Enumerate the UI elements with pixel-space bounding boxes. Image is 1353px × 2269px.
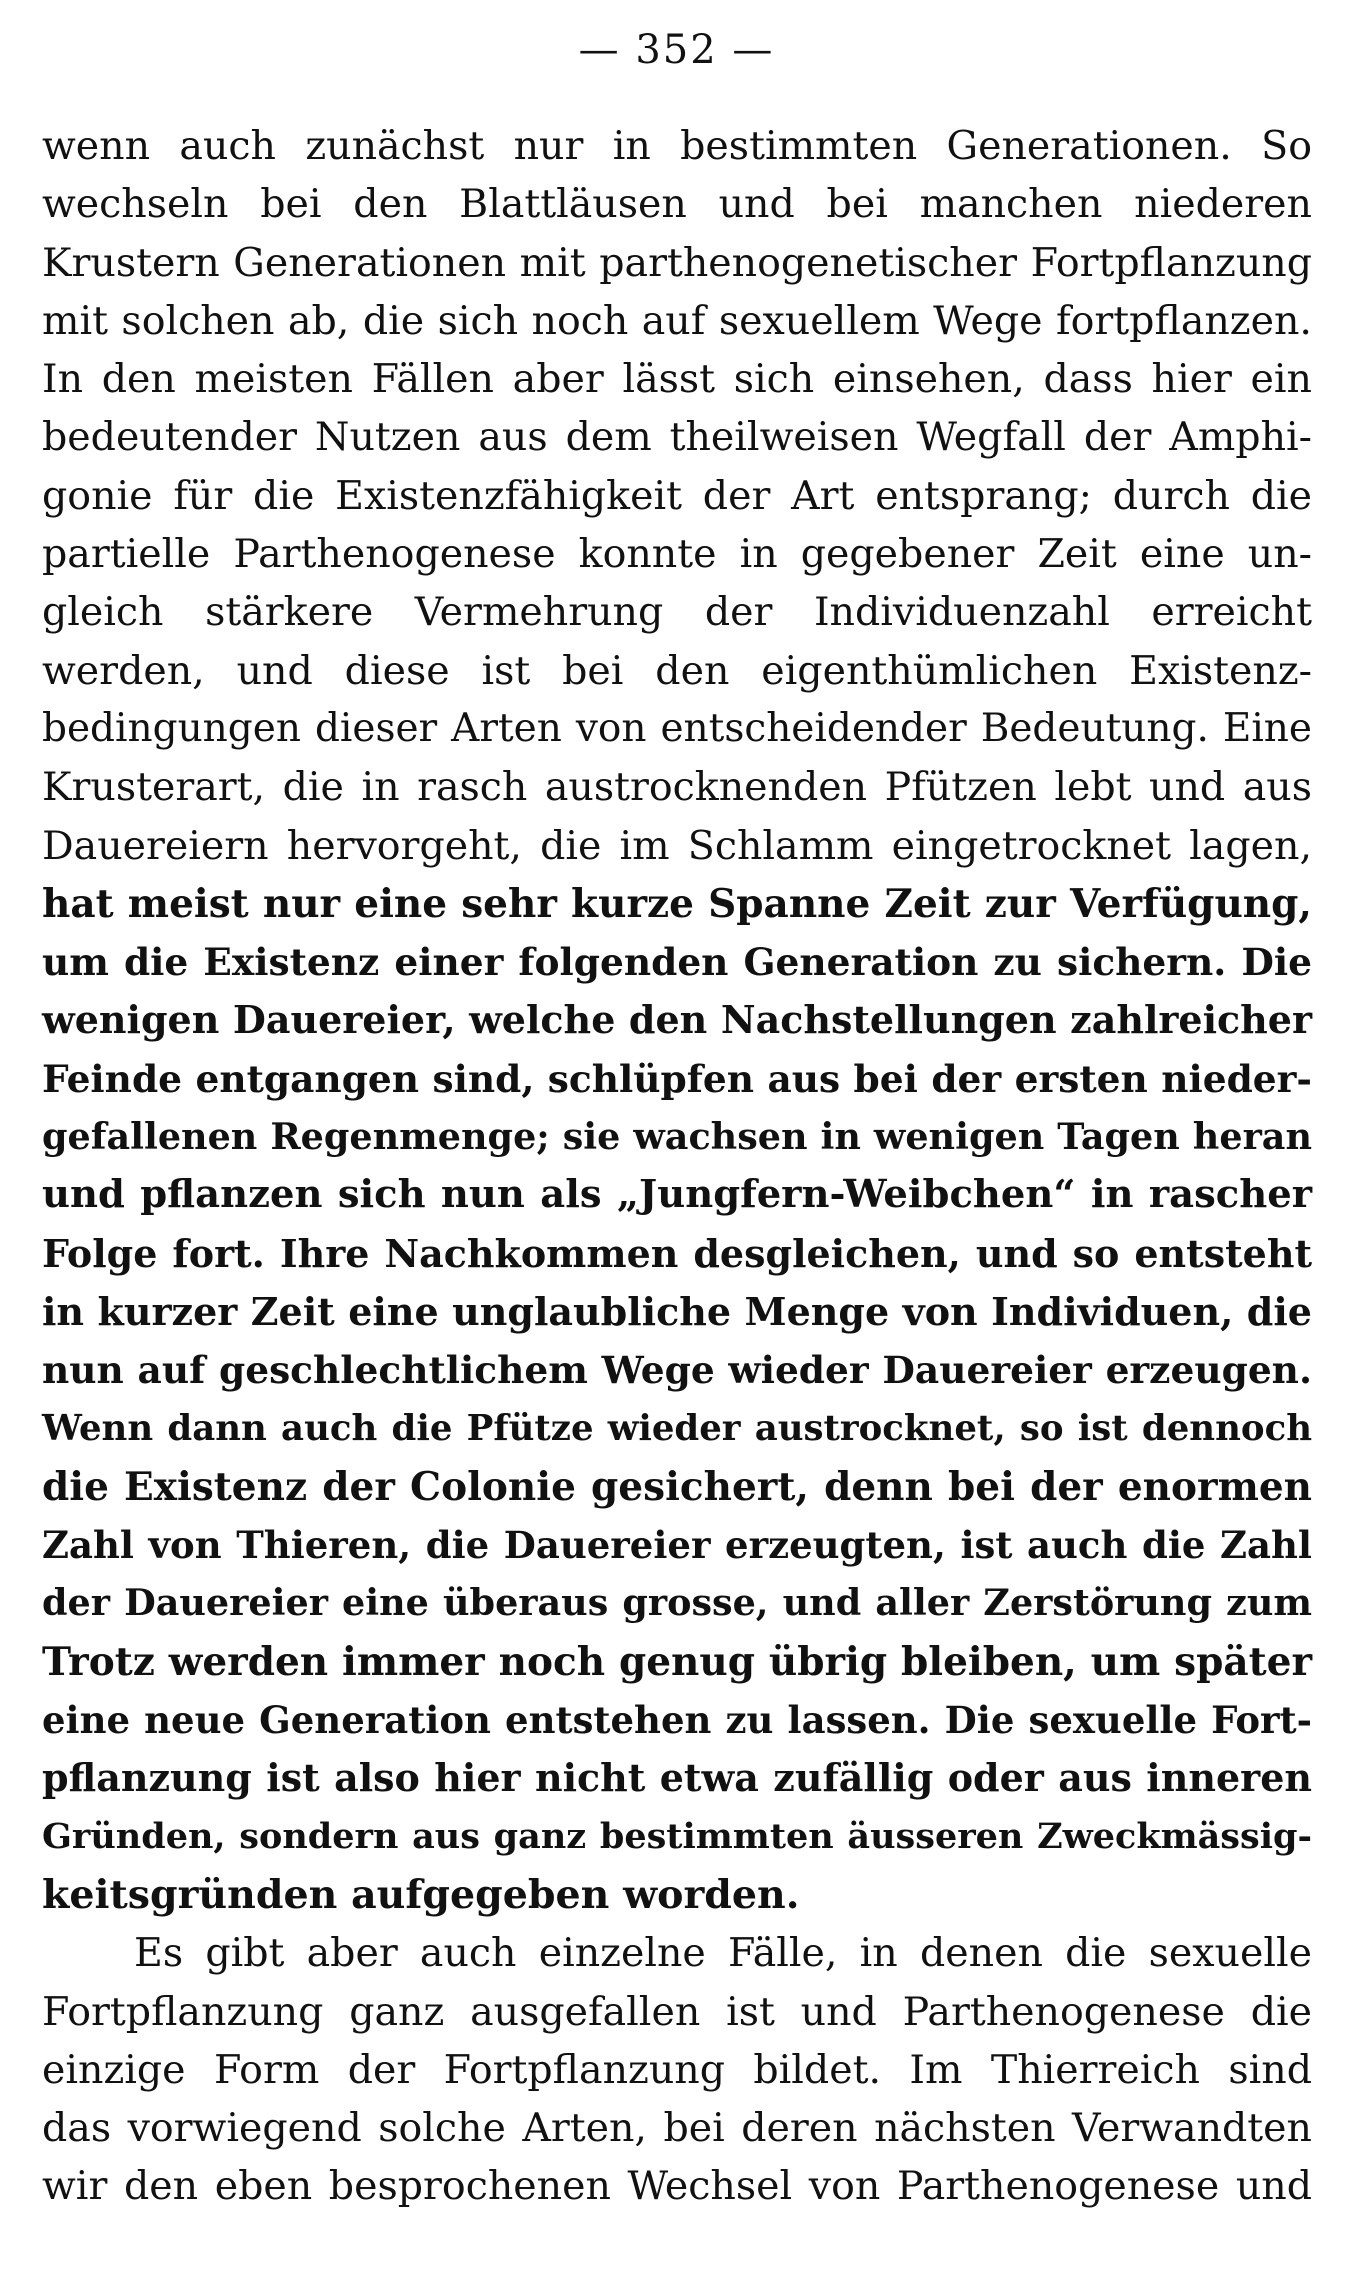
text-line: Feinde entgangen sind, schlüpfen aus bei der ersten nieder- xyxy=(42,1056,1312,1101)
text-line: der Dauereier eine überaus grosse, und aller Zerstörung zum xyxy=(42,1581,1312,1625)
text-line: das vorwiegend solche Arten, bei deren nächsten Verwandten xyxy=(42,2105,1312,2152)
text-line: partielle Parthenogenese konnte in gegebener Zeit eine un- xyxy=(42,531,1312,578)
text-line: wechseln bei den Blattläusen und bei manchen niederen xyxy=(42,181,1312,228)
text-line: wenn auch zunächst nur in bestimmten Generationen. So xyxy=(42,123,1312,169)
text-line: wir den eben besprochenen Wechsel von Parthenogenese und xyxy=(42,2163,1312,2210)
text-line: Zahl von Thieren, die Dauereier erzeugten, ist auch die Zahl xyxy=(42,1523,1312,1568)
text-line: bedeutender Nutzen aus dem theilweisen Wegfall der Amphi- xyxy=(42,414,1312,461)
text-line: Folge fort. Ihre Nachkommen desgleichen, und so entsteht xyxy=(42,1230,1312,1276)
text-line: nun auf geschlechtlichem Wege wieder Dauereier erzeugen. xyxy=(42,1348,1312,1393)
text-line: wenigen Dauereier, welche den Nachstellungen zahlreicher xyxy=(42,997,1312,1043)
text-line: um die Existenz einer folgenden Generation zu sichern. Die xyxy=(42,940,1312,985)
text-line: und pflanzen sich nun als „Jungfern-Weibchen“ in rascher xyxy=(42,1172,1312,1218)
text-line: Trotz werden immer noch genug übrig bleiben, um später xyxy=(42,1638,1312,1685)
text-line: Es gibt aber auch einzelne Fälle, in denen die sexuelle xyxy=(134,1930,1312,1977)
body-text xyxy=(42,117,1312,2216)
text-line: einzige Form der Fortpflanzung bildet. Im Thierreich sind xyxy=(42,2046,1312,2093)
text-line: Dauereiern hervorgeht, die im Schlamm eingetrocknet lagen, xyxy=(42,822,1312,869)
text-line: keitsgründen aufgegeben worden. xyxy=(42,1871,800,1918)
text-line: eine neue Generation entstehen zu lassen. Die sexuelle Fort- xyxy=(42,1698,1312,1743)
text-line: Wenn dann auch die Pfütze wieder austrocknet, so ist dennoch xyxy=(42,1407,1312,1449)
text-line: Gründen, sondern aus ganz bestimmten äusseren Zweckmässig- xyxy=(42,1815,1312,1857)
text-line: In den meisten Fällen aber lässt sich einsehen, dass hier ein xyxy=(42,356,1312,403)
text-line: Krusterart, die in rasch austrocknenden Pfützen lebt und aus xyxy=(42,764,1312,811)
text-line: die Existenz der Colonie gesichert, denn bei der enormen xyxy=(42,1463,1312,1510)
text-line: hat meist nur eine sehr kurze Spanne Zeit zur Verfügung, xyxy=(42,880,1312,927)
text-line: gonie für die Existenzfähigkeit der Art entsprang; durch die xyxy=(42,472,1312,519)
text-line: pflanzung ist also hier nicht etwa zufällig oder aus inneren xyxy=(42,1755,1312,1801)
text-line: Fortpflanzung ganz ausgefallen ist und Parthenogenese die xyxy=(42,1988,1312,2035)
page-number: — 352 — xyxy=(578,27,775,73)
text-line: Krustern Generationen mit parthenogenetischer Fortpflanzung xyxy=(42,239,1312,286)
text-line: gefallenen Regenmenge; sie wachsen in wenigen Tagen heran xyxy=(42,1115,1312,1159)
text-line: gleich stärkere Vermehrung der Individuenzahl erreicht xyxy=(42,589,1312,636)
text-line: bedingungen dieser Arten von entscheidender Bedeutung. Eine xyxy=(42,705,1312,751)
text-line: mit solchen ab, die sich noch auf sexuellem Wege fortpflanzen. xyxy=(42,297,1312,344)
text-line: in kurzer Zeit eine unglaubliche Menge von Individuen, die xyxy=(42,1288,1312,1334)
text-line: werden, und diese ist bei den eigenthümlichen Existenz- xyxy=(42,647,1312,694)
